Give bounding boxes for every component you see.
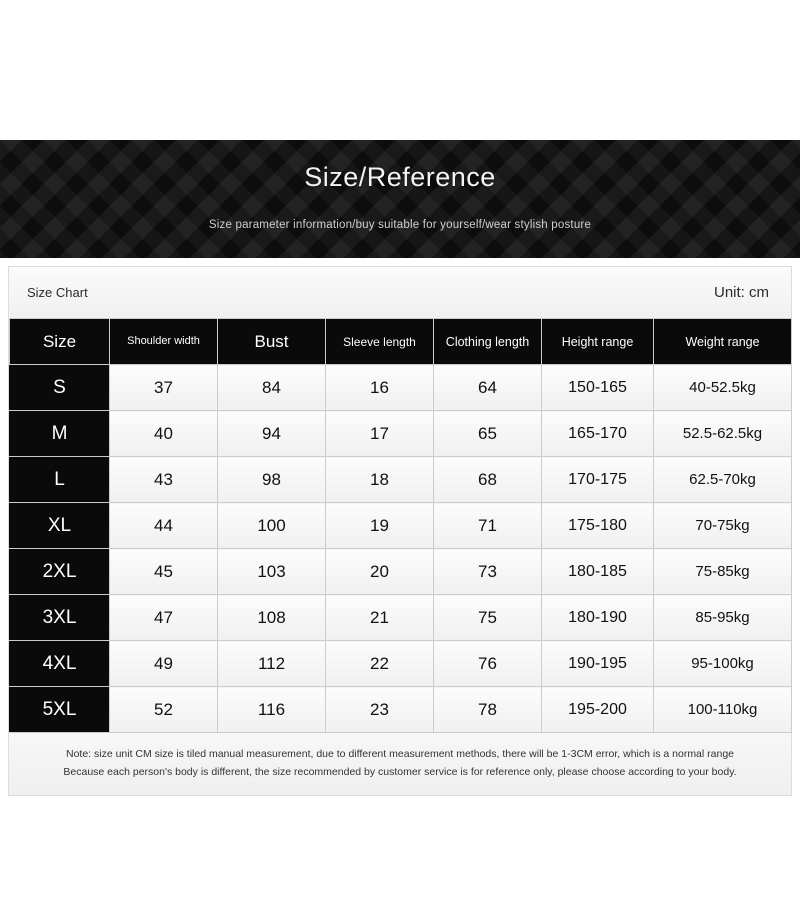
cell-bust: 100: [218, 503, 326, 549]
cell-bust: 98: [218, 457, 326, 503]
table-row: [10, 595, 792, 641]
cell-sleeve: 21: [326, 595, 434, 641]
cell-sleeve: 23: [326, 687, 434, 733]
column-header-size: Size: [10, 319, 110, 365]
table-header: [10, 319, 792, 365]
cell-weight: 75-85kg: [654, 549, 792, 595]
cell-shoulder: 49: [110, 641, 218, 687]
cell-weight: 95-100kg: [654, 641, 792, 687]
cell-size: 2XL: [10, 549, 110, 595]
cell-bust: 94: [218, 411, 326, 457]
table-row: [10, 457, 792, 503]
table-row: [10, 503, 792, 549]
cell-size: 5XL: [10, 687, 110, 733]
cell-size: M: [10, 411, 110, 457]
cell-sleeve: 19: [326, 503, 434, 549]
cell-height: 195-200: [542, 687, 654, 733]
unit-label: Unit: cm: [713, 284, 769, 301]
cell-size: 4XL: [10, 641, 110, 687]
cell-height: 190-195: [542, 641, 654, 687]
cell-bust: 103: [218, 549, 326, 595]
cell-shoulder: 52: [110, 687, 218, 733]
table-body: [10, 365, 792, 733]
cell-shoulder: 44: [110, 503, 218, 549]
size-table: [9, 318, 792, 733]
column-header-clothing: Clothing length: [434, 319, 542, 365]
cell-shoulder: 45: [110, 549, 218, 595]
cell-weight: 40-52.5kg: [654, 365, 792, 411]
cell-sleeve: 22: [326, 641, 434, 687]
footnote-line-1: Note: size unit CM size is tiled manual measurement, due to different measurement methods, there will be 1-3CM error, which is a normal range: [65, 748, 735, 760]
cell-weight: 85-95kg: [654, 595, 792, 641]
cell-bust: 112: [218, 641, 326, 687]
cell-weight: 62.5-70kg: [654, 457, 792, 503]
cell-bust: 116: [218, 687, 326, 733]
cell-height: 175-180: [542, 503, 654, 549]
footnote-line-2: Because each person's body is different, the size recommended by customer service is for reference only, please choose according to your body.: [63, 766, 737, 778]
cell-size: 3XL: [10, 595, 110, 641]
cell-weight: 52.5-62.5kg: [654, 411, 792, 457]
cell-weight: 100-110kg: [654, 687, 792, 733]
card-title: Size Chart: [27, 285, 88, 300]
cell-clothing: 64: [434, 365, 542, 411]
column-header-sleeve: Sleeve length: [326, 319, 434, 365]
size-chart-card: [8, 266, 792, 796]
cell-clothing: 78: [434, 687, 542, 733]
table-row: [10, 549, 792, 595]
cell-shoulder: 47: [110, 595, 218, 641]
card-header: [9, 267, 791, 318]
cell-height: 180-185: [542, 549, 654, 595]
table-row: [10, 411, 792, 457]
table-footnote: [9, 733, 791, 795]
cell-size: XL: [10, 503, 110, 549]
cell-height: 165-170: [542, 411, 654, 457]
cell-sleeve: 17: [326, 411, 434, 457]
column-header-bust: Bust: [218, 319, 326, 365]
table-row: [10, 641, 792, 687]
cell-clothing: 73: [434, 549, 542, 595]
cell-height: 170-175: [542, 457, 654, 503]
cell-size: S: [10, 365, 110, 411]
hero-text-block: [0, 140, 800, 231]
cell-bust: 108: [218, 595, 326, 641]
column-header-height: Height range: [542, 319, 654, 365]
cell-sleeve: 18: [326, 457, 434, 503]
table-row: [10, 365, 792, 411]
cell-shoulder: 40: [110, 411, 218, 457]
cell-clothing: 71: [434, 503, 542, 549]
cell-height: 180-190: [542, 595, 654, 641]
cell-clothing: 65: [434, 411, 542, 457]
column-header-shoulder: Shoulder width: [110, 319, 218, 365]
column-header-weight: Weight range: [654, 319, 792, 365]
cell-sleeve: 16: [326, 365, 434, 411]
cell-height: 150-165: [542, 365, 654, 411]
cell-weight: 70-75kg: [654, 503, 792, 549]
hero-subtitle: Size parameter information/buy suitable for yourself/wear stylish posture: [208, 219, 592, 231]
cell-clothing: 75: [434, 595, 542, 641]
hero-title: Size/Reference: [304, 162, 496, 192]
cell-clothing: 76: [434, 641, 542, 687]
hero-banner: [0, 140, 800, 258]
cell-shoulder: 43: [110, 457, 218, 503]
cell-bust: 84: [218, 365, 326, 411]
cell-size: L: [10, 457, 110, 503]
cell-clothing: 68: [434, 457, 542, 503]
table-header-row: [10, 319, 792, 365]
cell-shoulder: 37: [110, 365, 218, 411]
cell-sleeve: 20: [326, 549, 434, 595]
table-row: [10, 687, 792, 733]
